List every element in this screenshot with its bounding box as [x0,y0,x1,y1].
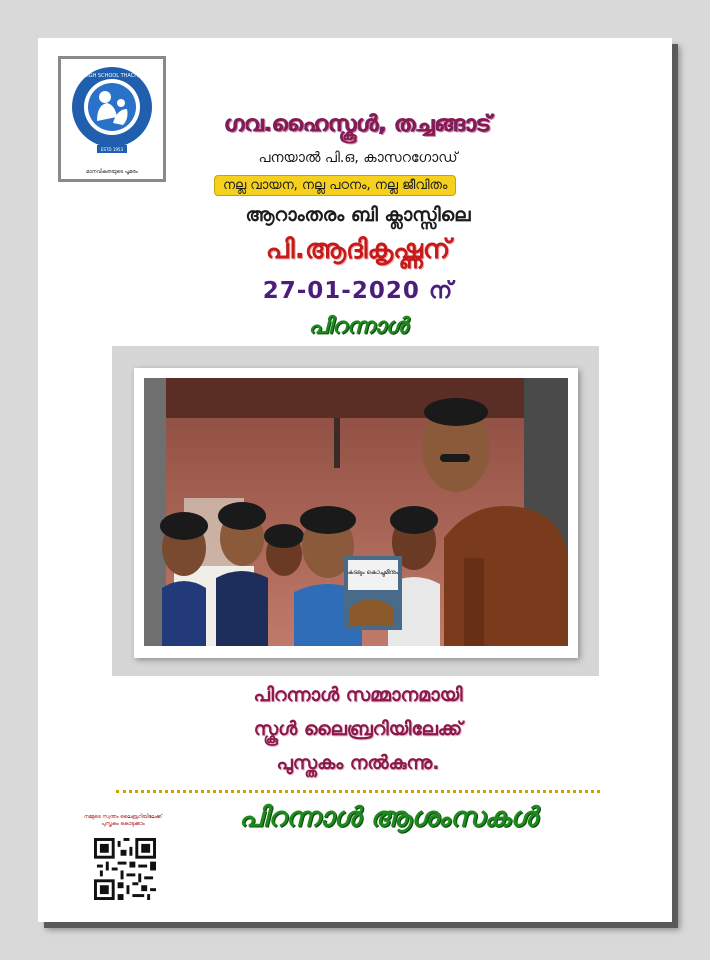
dotted-divider [116,790,600,793]
gift-line-3: പുസ്തകം നൽകുന്നു. [276,752,440,774]
logo-caption: മാനവികതയുടെ പൂമരം [86,169,138,175]
svg-text:കടലും കൊച്ചുമീനും: കടലും കൊച്ചുമീനും [347,569,399,576]
gift-line-1: പിറന്നാൾ സമ്മാനമായി [253,684,463,706]
birth-date: 27-01-2020 ന് [262,278,454,304]
birthday-heading: പിറന്നാൾ [308,314,408,339]
book-icon [344,556,402,630]
school-address: പനയാൽ പി.ഒ, കാസറഗോഡ് [258,150,458,166]
school-logo [58,56,166,182]
qr-code-icon[interactable] [94,838,156,900]
school-name: ഗവ.ഹൈസ്കൂൾ, തച്ചങ്ങാട് [224,112,492,137]
library-note: നമ്മുടെ സ്വന്തം ലൈബ്രറിയിലേക്ക് പുസ്തകം കൊടുക്കാം [84,814,162,827]
svg-text:ESTD 1953: ESTD 1953 [100,147,124,152]
gift-line-2: സ്കൂൾ ലൈബ്രറിയിലേക്ക് [253,718,463,740]
group-photo [134,368,578,658]
gift-message [158,678,558,780]
birthday-wishes: പിറന്നാൾ ആശംസകൾ [238,802,538,833]
motto-banner: നല്ല വായന, നല്ല പഠനം, നല്ല ജീവിതം [214,175,456,196]
poster-card [38,38,672,922]
class-line: ആറാംതരം ബി ക്ലാസ്സിലെ [245,204,471,226]
student-name: പി.ആദികൃഷ്ണന് [265,234,451,265]
school-emblem-icon [67,63,157,167]
motto-container [214,174,456,196]
photo-image [144,378,568,646]
svg-text:GOVT HIGH SCHOOL THACHANGAD: GOVT HIGH SCHOOL THACHANGAD [67,73,157,79]
